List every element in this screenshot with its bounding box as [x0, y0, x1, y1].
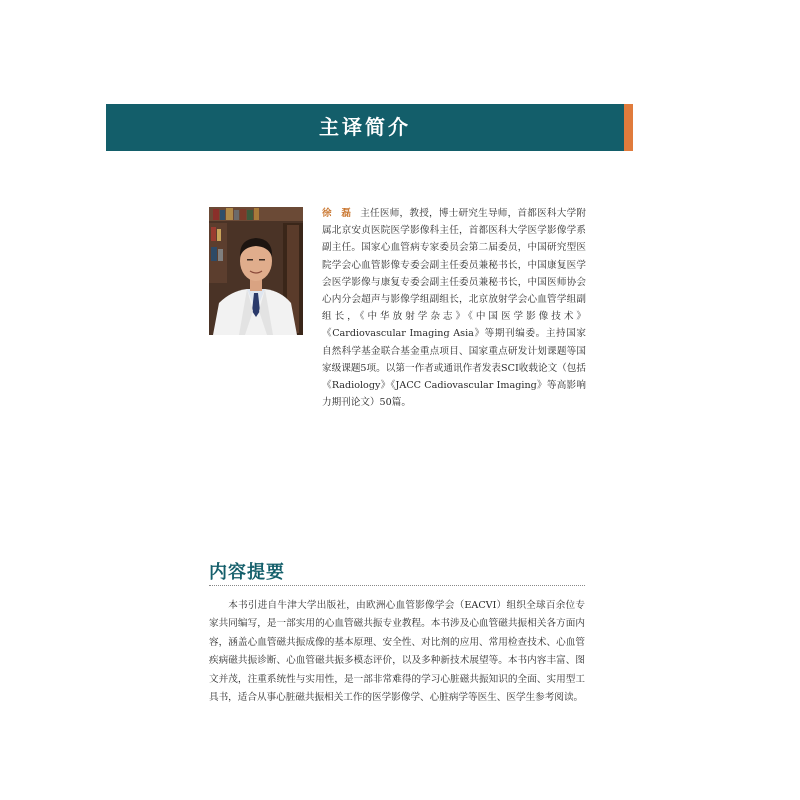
- summary-text: 本书引进自牛津大学出版社，由欧洲心血管影像学会（EACVI）组织全球百余位专家共同编写，是一部实用的心血管磁共振专业教程。本书涉及心血管磁共振相关各方面内容，涵盖心血管磁共振成像的基本原理、安全性、对比剂的应用、常用检查技术、心血管疾病磁共振诊断、心血管磁共振多模态评价，以及多种新技术展望等。本书内容丰富、图文并茂，注重系统性与实用性，是一部非常难得的学习心脏磁共振知识的全面、实用型工具书，适合从事心脏磁共振相关工作的医学影像学、心脏病学等医生、医学生参考阅读。: [209, 600, 585, 704]
- title-banner: [106, 104, 624, 151]
- translator-bio-text: 主任医师，教授，博士研究生导师，首都医科大学附属北京安贞医院医学影像科主任，首都医科大学医学影像学系副主任。国家心血管病专家委员会第二届委员，中国研究型医院学会心血管影像专委会副主任委员兼秘书长，中国康复医学会医学影像与康复专委会副主任委员兼秘书长，中国医师协会心内分会超声与影像学组副组长，北京放射学会心血管学组副组长，《中华放射学杂志》《中国医学影像技术》《Cardiovascular Imaging Asia》等期刊编委。主持国家自然科学基金联合基金重点项目、国家重点研发计划课题等国家级课题5项。以第一作者或通讯作者发表SCI收载论文（包括《Radiology》《JACC Cadiovascular Imaging》等高影响力期刊论文）50篇。: [322, 208, 587, 409]
- translator-bio: [322, 205, 586, 411]
- banner-accent-bar: [624, 104, 633, 151]
- section-divider: [209, 585, 585, 586]
- translator-name: 徐 磊: [322, 208, 355, 219]
- page-title: 主译简介: [319, 115, 411, 139]
- summary-heading: 内容提要: [209, 562, 285, 583]
- translator-photo: [209, 207, 303, 335]
